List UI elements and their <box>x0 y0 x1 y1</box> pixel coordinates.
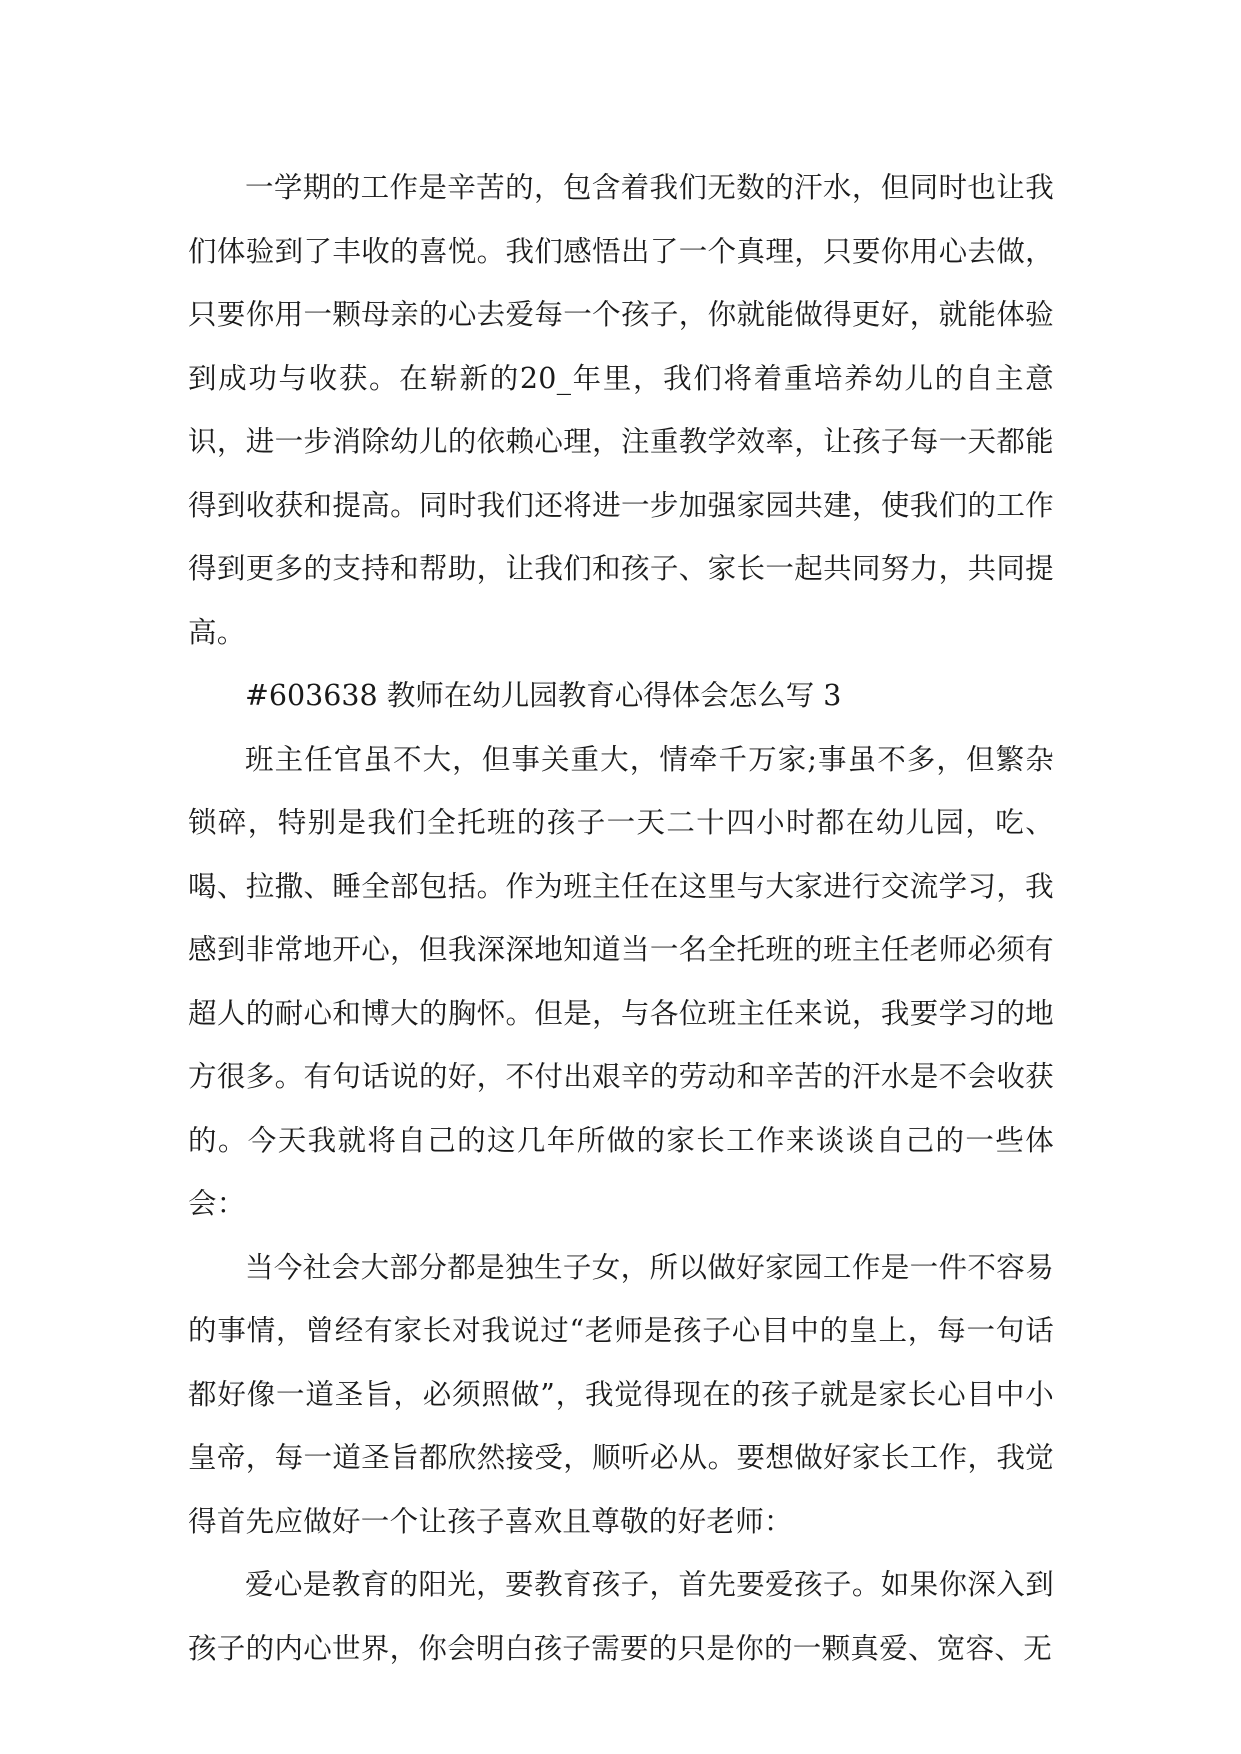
paragraph-semester-summary: 一学期的工作是辛苦的，包含着我们无数的汗水，但同时也让我们体验到了丰收的喜悦。我们感悟出了一个真理，只要你用心去做，只要你用一颗母亲的心去爱每一个孩子，你就能做得更好，就能体验到成功与收获。在崭新的20_年里，我们将着重培养幼儿的自主意识，进一步消除幼儿的依赖心理，注重教学效率，让孩子每一天都能得到收获和提高。同时我们还将进一步加强家园共建，使我们的工作得到更多的支持和帮助，让我们和孩子、家长一起共同努力，共同提高。 <box>188 171 1054 649</box>
section-heading: #603638 教师在幼儿园教育心得体会怎么写 3 <box>245 679 842 712</box>
paragraph-parent-work: 当今社会大部分都是独生子女，所以做好家园工作是一件不容易的事情，曾经有家长对我说过“老师是孩子心目中的皇上，每一句话都好像一道圣旨，必须照做”，我觉得现在的孩子就是家长心目中小皇帝，每一道圣旨都欣然接受，顺听必从。要想做好家长工作，我觉得首先应做好一个让孩子喜欢且尊敬的好老师： <box>188 1250 1054 1538</box>
document-body <box>188 156 1054 1680</box>
paragraph-class-teacher: 班主任官虽不大，但事关重大，情牵千万家;事虽不多，但繁杂锁碎，特别是我们全托班的孩子一天二十四小时都在幼儿园，吃、喝、拉撒、睡全部包括。作为班主任在这里与大家进行交流学习，我感到非常地开心，但我深深地知道当一名全托班的班主任老师必须有超人的耐心和博大的胸怀。但是，与各位班主任来说，我要学习的地方很多。有句话说的好，不付出艰辛的劳动和辛苦的汗水是不会收获的。今天我就将自己的这几年所做的家长工作来谈谈自己的一些体会： <box>188 742 1054 1220</box>
paragraph-love-education: 爱心是教育的阳光，要教育孩子，首先要爱孩子。如果你深入到孩子的内心世界，你会明白孩子需要的只是你的一颗真爱、宽容、无 <box>188 1568 1054 1665</box>
